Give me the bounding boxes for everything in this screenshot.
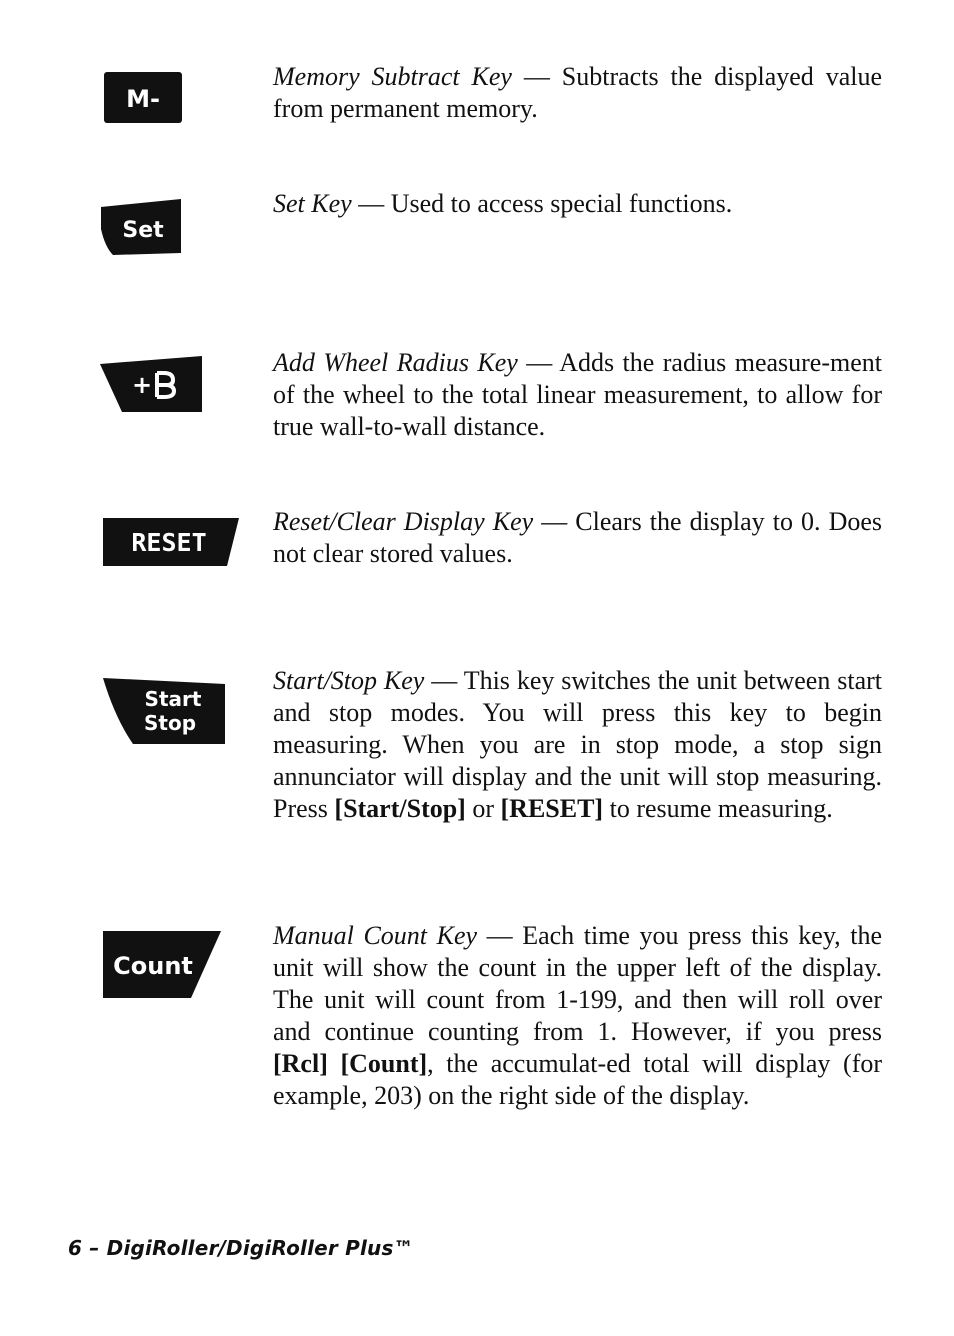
manual-count-description — [273, 920, 882, 1111]
key-description: This key switches the unit between start and stop modes. You will press this key to begin measuring. When you are in stop mode, a stop sign annunciator will display and the unit will stop measuring. Press — [273, 666, 883, 823]
key-description-end: , the accumulat-ed total will display (for example, 203) on the right side of the display. — [273, 1048, 883, 1110]
reset-description — [273, 506, 882, 570]
set-key-label: Set — [122, 218, 164, 243]
key-description: Subtracts the displayed value from permanent memory. — [273, 62, 882, 123]
memory-subtract-description — [273, 61, 882, 125]
count-key-icon — [103, 931, 221, 998]
key-description: Used to access special functions. — [390, 189, 733, 218]
start-stop-key-icon — [103, 678, 225, 744]
set-description — [273, 188, 882, 220]
rcl-count-reference: [Rcl] [Count] — [273, 1048, 428, 1078]
m-minus-key-icon — [104, 72, 182, 123]
add-wheel-radius-key-icon — [100, 356, 202, 412]
stop-key-label: Stop — [143, 711, 197, 735]
count-key-label: Count — [113, 952, 193, 980]
key-description-end: to resume measuring. — [603, 793, 833, 823]
key-description: Adds the radius measure-ment of the wheel to the total linear measurement, to allow for true wall-to-wall distance. — [273, 348, 882, 441]
key-name: Manual Count Key — [273, 921, 478, 950]
key-name: Reset/Clear Display Key — [273, 507, 534, 536]
key-description-connector: or — [465, 793, 501, 823]
em-dash: — — [477, 921, 523, 950]
em-dash: — — [511, 62, 562, 91]
em-dash: — — [351, 189, 391, 218]
key-name: Memory Subtract Key — [273, 62, 512, 91]
plus-key-label: + — [131, 371, 153, 399]
page-footer: 6 – DigiRoller/DigiRoller Plus™ — [68, 1236, 414, 1260]
set-key-icon — [101, 199, 181, 255]
reset-reference: [RESET] — [500, 793, 604, 823]
m-minus-key-label: M- — [126, 85, 160, 113]
add-wheel-radius-description — [273, 347, 882, 443]
start-key-label: Start — [144, 687, 202, 711]
key-name: Add Wheel Radius Key — [273, 348, 518, 377]
start-stop-reference: [Start/Stop] — [334, 793, 466, 823]
reset-key-label: RESET — [131, 528, 207, 557]
reset-key-icon — [103, 518, 239, 566]
em-dash: — — [517, 348, 560, 377]
key-description: Each time you press this key, the unit will show the count in the upper left of the display. The unit will count from 1-199, and then will roll over and continue counting from 1. However, if you press — [273, 921, 883, 1046]
key-name: Start/Stop Key — [273, 666, 425, 695]
key-name: Set Key — [273, 189, 352, 218]
em-dash: — — [533, 507, 576, 536]
key-description: Clears the display to 0. Does not clear stored values. — [273, 507, 882, 568]
em-dash: — — [424, 666, 464, 695]
start-stop-description — [273, 665, 882, 825]
